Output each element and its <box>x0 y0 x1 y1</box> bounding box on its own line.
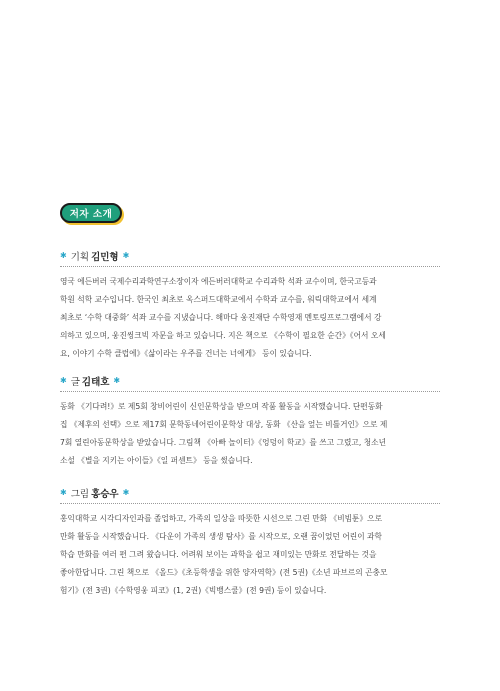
star-icon: ✱ <box>122 488 130 497</box>
author-header-planner <box>60 249 129 263</box>
divider <box>60 266 440 267</box>
bio-line: 만화 활동을 시작했습니다. 《다운이 가족의 생생 탐사》를 시작으로, 오랜 꿈이었던 어린이 과학 <box>60 532 382 541</box>
author-bio-writer <box>60 398 442 470</box>
author-role: 기획 <box>70 252 90 263</box>
star-icon: ✱ <box>122 251 130 260</box>
author-name: 김태호 <box>81 377 110 388</box>
bio-line: 집 《제후의 선택》으로 제17회 문학동네어린이문학상 대상, 동화 《산을 엎는 비틀거인》으로 제 <box>60 420 388 429</box>
author-bio-planner <box>60 273 442 363</box>
author-header-illustrator <box>60 486 129 500</box>
author-role: 그림 <box>70 489 90 500</box>
bio-line: 학습 만화를 여러 편 그려 왔습니다. 어려워 보이는 과학을 쉽고 재미있는 만화로 전달하는 것을 <box>60 550 377 559</box>
bio-line: 7회 열린아동문학상을 받았습니다. 그림책 《아빠 놀이터》《엉덩이 학교》를 쓰고 그렸고, 청소년 <box>60 438 387 447</box>
bio-line: 좋아한답니다. 그린 책으로 《올드》《초등학생을 위한 양자역학》(전 5권)《소년 파브르의 곤충모 <box>60 568 388 577</box>
bio-line: 동화 《기다려!》로 제5회 창비어린이 신인문학상을 받으며 작품 활동을 시작했습니다. 단편동화 <box>60 402 383 411</box>
divider <box>60 503 440 504</box>
bio-line: 학원 석학 교수입니다. 한국인 최초로 옥스퍼드대학교에서 수학과 교수를, 워릭대학교에서 세계 <box>60 295 377 304</box>
bio-line: 의하고 있으며, 웅진씽크빅 자문을 하고 있습니다. 지은 책으로 《수학이 필요한 순간》《어서 오세 <box>60 331 386 340</box>
author-bio-illustrator <box>60 510 442 600</box>
author-name: 홍승우 <box>91 489 119 500</box>
section-title-badge <box>60 203 126 225</box>
bio-line: 요, 이야기 수학 클럽에》《삶이라는 우주를 건너는 너에게》 등이 있습니다. <box>60 349 312 358</box>
bio-line: 소설 《별을 지키는 아이들》《일 퍼센트》 등을 썼습니다. <box>60 456 253 465</box>
author-name: 김민형 <box>91 252 119 263</box>
section-title: 저자 소개 <box>60 203 122 223</box>
star-icon: ✱ <box>113 376 121 385</box>
star-icon: ✱ <box>60 376 67 385</box>
bio-line: 영국 에든버러 국제수리과학연구소장이자 에든버러대학교 수리과학 석좌 교수이며, 한국고등과 <box>60 277 377 286</box>
bio-line: 험기》(전 3권)《수학영웅 피코》(1, 2권)《빅뱅스쿨》(전 9권) 등이 있습니다. <box>60 586 327 595</box>
author-header-writer <box>60 374 120 388</box>
divider <box>60 391 440 392</box>
bio-line: 최초로 ‘수학 대중화’ 석좌 교수를 지냈습니다. 해마다 웅진재단 수학영재 멘토링프로그램에서 강 <box>60 313 382 322</box>
star-icon: ✱ <box>60 488 67 497</box>
bio-line: 홍익대학교 시각디자인과를 졸업하고, 가족의 일상을 따뜻한 시선으로 그린 만화 《비빔툰》으로 <box>60 514 383 523</box>
author-role: 글 <box>70 377 80 388</box>
star-icon: ✱ <box>60 251 67 260</box>
